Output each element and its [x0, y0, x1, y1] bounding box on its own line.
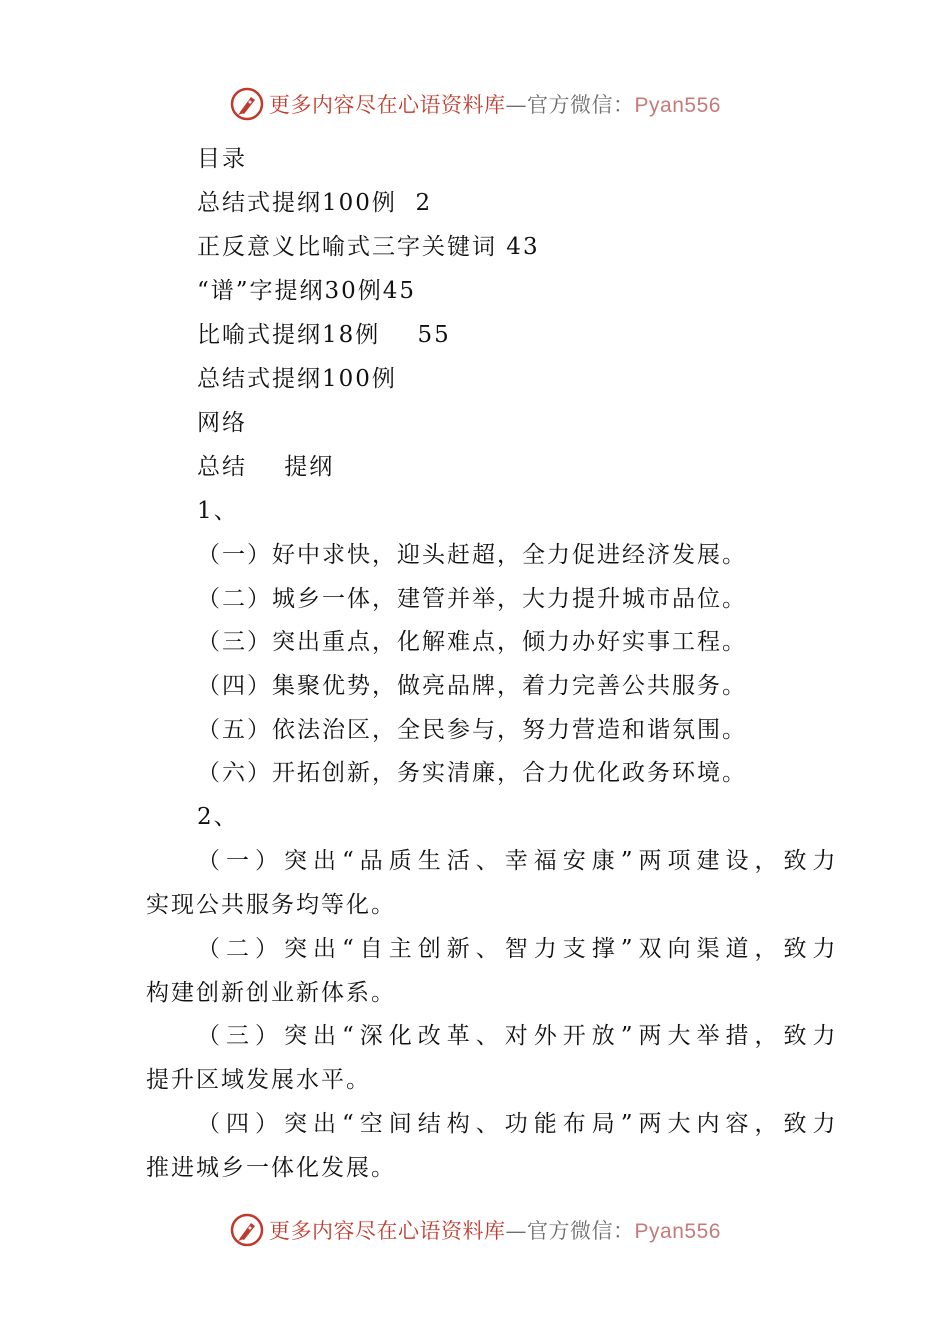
group1-item-5: （五）依法治区，全民参与，努力营造和谐氛围。: [197, 717, 747, 743]
group2-item-1-line2: 实现公共服务均等化。: [146, 892, 396, 918]
section-title: 总结式提纲100例: [197, 366, 397, 392]
toc-entry-1: 总结式提纲100例 2: [197, 190, 433, 216]
header-watermark: [0, 82, 950, 126]
group1-item-6: （六）开拓创新，务实清廉，合力优化政务环境。: [197, 760, 747, 786]
group2-item-1-line1: （一）突出“品质生活、幸福安康”两项建设，致力: [197, 848, 842, 874]
pen-nib-circle-icon: [229, 86, 265, 122]
watermark-label: 官方微信：: [527, 93, 635, 117]
watermark-wechat: Pyan556: [634, 94, 721, 117]
section-subtitle-network: 网络: [197, 410, 247, 436]
group2-number: 2、: [197, 804, 239, 830]
watermark-main: 更多内容尽在心语资料库: [269, 1219, 506, 1243]
footer-watermark: [0, 1208, 950, 1252]
group2-item-3-line2: 提升区域发展水平。: [146, 1067, 371, 1093]
toc-entry-4: 比喻式提纲18例 55: [197, 322, 451, 348]
group2-item-4-line2: 推进城乡一体化发展。: [146, 1155, 396, 1181]
watermark-wechat: Pyan556: [634, 1220, 721, 1243]
group1-item-1: （一）好中求快，迎头赶超，全力促进经济发展。: [197, 542, 747, 568]
group1-item-2: （二）城乡一体，建管并举，大力提升城市品位。: [197, 586, 747, 612]
watermark-dash: —: [505, 93, 528, 117]
group2-item-3-line1: （三）突出“深化改革、对外开放”两大举措，致力: [197, 1023, 842, 1049]
watermark-label: 官方微信：: [527, 1219, 635, 1243]
group1-number: 1、: [197, 498, 239, 524]
pen-nib-circle-icon: [229, 1212, 265, 1248]
toc-entry-3: “谱”字提纲30例45: [197, 278, 417, 304]
watermark-main: 更多内容尽在心语资料库: [269, 93, 506, 117]
group2-item-2-line1: （二）突出“自主创新、智力支撑”双向渠道，致力: [197, 936, 842, 962]
watermark-text: [269, 89, 721, 119]
group2-item-2-line2: 构建创新创业新体系。: [146, 980, 396, 1006]
section-subtitle-outline: 总结 提纲: [197, 454, 335, 480]
toc-title: 目录: [197, 146, 247, 172]
group1-item-3: （三）突出重点，化解难点，倾力办好实事工程。: [197, 629, 747, 655]
toc-entry-2: 正反意义比喻式三字关键词 43: [197, 234, 540, 260]
watermark-dash: —: [505, 1219, 528, 1243]
group2-item-4-line1: （四）突出“空间结构、功能布局”两大内容，致力: [197, 1111, 842, 1137]
watermark-text: [269, 1215, 721, 1245]
group1-item-4: （四）集聚优势，做亮品牌，着力完善公共服务。: [197, 673, 747, 699]
